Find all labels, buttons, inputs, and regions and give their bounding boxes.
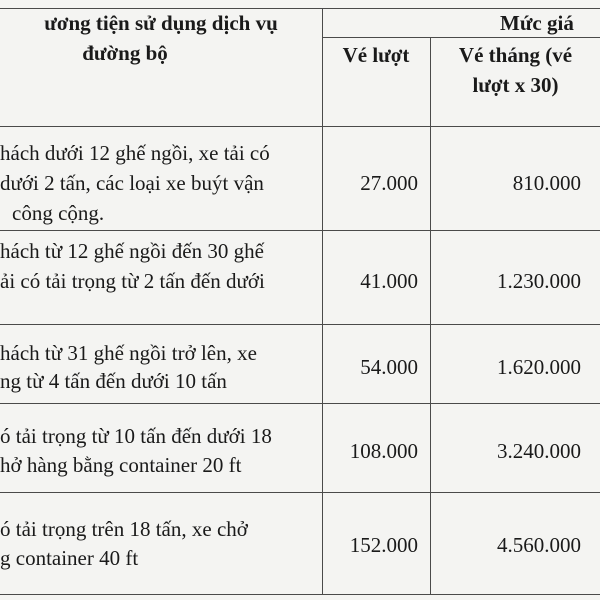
row-2-single-price: 41.000	[360, 269, 418, 293]
row-3-single-price: 54.000	[360, 355, 418, 379]
row-2-desc-line2: ải có tải trọng từ 2 tấn đến dưới	[0, 269, 265, 293]
price-column-divider	[430, 37, 431, 595]
table-bottom-border	[0, 594, 600, 595]
row-4-desc-line1: ó tải trọng từ 10 tấn đến dưới 18	[0, 424, 272, 448]
row-5-desc-line2: g container 40 ft	[0, 546, 139, 570]
row-3-desc-line2: ng từ 4 tấn đến dưới 10 tấn	[0, 369, 227, 393]
row-5-monthly-price: 4.560.000	[497, 533, 581, 557]
row-1-single-price: 27.000	[360, 171, 418, 195]
header-bottom-border	[0, 126, 600, 127]
row-4-bottom-border	[0, 492, 600, 493]
row-1-monthly-price: 810.000	[512, 171, 581, 195]
row-5-single-price: 152.000	[349, 533, 418, 557]
header-monthly-line1: Vé tháng (vé	[458, 43, 573, 67]
row-5-desc-line1: ó tải trọng trên 18 tấn, xe chở	[0, 517, 248, 541]
row-3-bottom-border	[0, 403, 600, 404]
row-2-desc-line1: hách từ 12 ghế ngồi đến 30 ghế	[0, 239, 264, 263]
row-2-monthly-price: 1.230.000	[497, 269, 581, 293]
header-vehicle-line1: ương tiện sử dụng dịch vụ	[44, 11, 278, 35]
row-1-desc-line2: dưới 2 tấn, các loại xe buýt vận	[0, 171, 264, 195]
header-price-group: Mức giá	[500, 11, 574, 35]
header-monthly-line2: lượt x 30)	[472, 73, 559, 97]
header-single-ticket: Vé lượt	[342, 43, 410, 67]
header-vehicle-line2: đường bộ	[82, 41, 168, 65]
row-4-single-price: 108.000	[349, 439, 418, 463]
row-4-desc-line2: hở hàng bằng container 20 ft	[0, 453, 242, 477]
row-3-monthly-price: 1.620.000	[497, 355, 581, 379]
row-2-bottom-border	[0, 324, 600, 325]
row-1-bottom-border	[0, 230, 600, 231]
row-1-desc-line1: hách dưới 12 ghế ngồi, xe tải có	[0, 141, 270, 165]
row-3-desc-line1: hách từ 31 ghế ngồi trở lên, xe	[0, 341, 257, 365]
vehicle-column-divider	[322, 8, 323, 595]
row-1-desc-line3: công cộng.	[12, 201, 105, 225]
row-4-monthly-price: 3.240.000	[497, 439, 581, 463]
